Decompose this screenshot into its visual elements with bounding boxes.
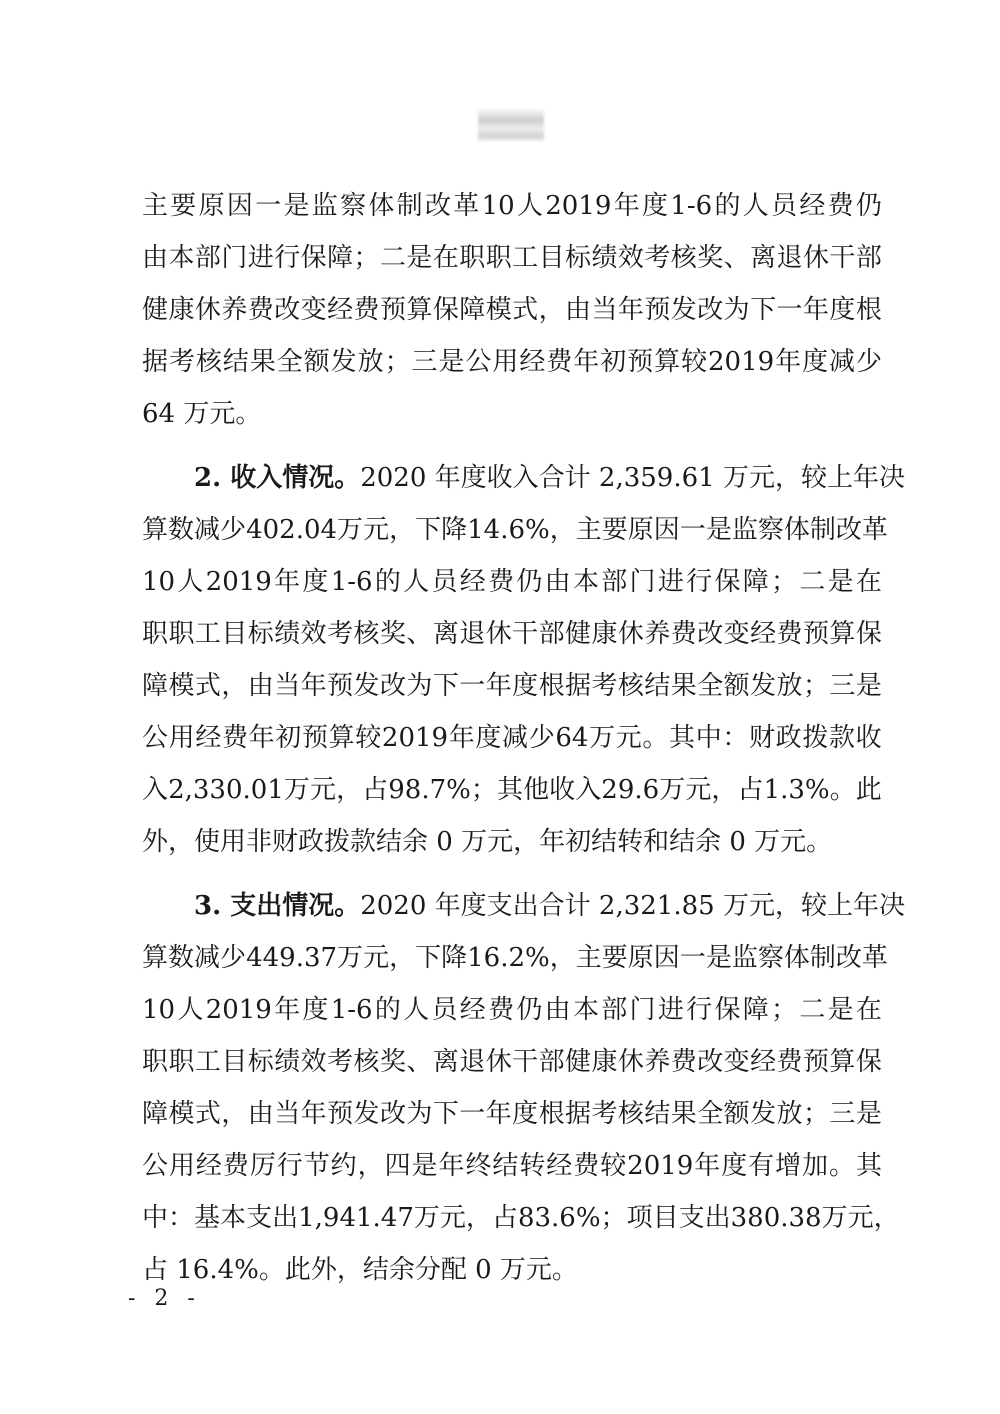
income-line: 障 模 式 ， 由 当 年 预 发 改 为 下 一 年 度 根 据 考 核 结 果 全 额 发 放 ； 三 是 xyxy=(142,671,882,701)
income-line: 算 数 减 少 402.04 万 元 ， 下 降 14.6% ， 主 要 原 因 一 是 监 察 体 制 改 革 xyxy=(142,515,888,545)
document-body xyxy=(142,180,905,1296)
income-first-line xyxy=(142,452,905,504)
expenditure-line: 10 人 2019 年 度 1-6 的 人 员 经 费 仍 由 本 部 门 进 行 保 障 ； 二 是 在 xyxy=(142,995,882,1025)
income-line: 职 职 工 目 标 绩 效 考 核 奖 、 离 退 休 干 部 健 康 休 养 费 改 变 经 费 预 算 保 xyxy=(142,619,882,649)
expenditure-line: 算 数 减 少 449.37 万 元 ， 下 降 16.2% ， 主 要 原 因 一 是 监 察 体 制 改 革 xyxy=(142,943,888,973)
income-line: 公 用 经 费 年 初 预 算 较 2019 年 度 减 少 64 万 元 。 其 中 ： 财 政 拨 款 收 xyxy=(142,723,882,753)
paragraph-expenditure xyxy=(142,880,905,1296)
expenditure-line: 占 16.4%。此外，结余分配 0 万元。 xyxy=(142,1255,578,1285)
income-line: 外，使用非财政拨款结余 0 万元，年初结转和结余 0 万元。 xyxy=(142,827,833,857)
expenditure-line: 公 用 经 费 厉 行 节 约 ， 四 是 年 终 结 转 经 费 较 2019 年 度 有 增 加 。 其 xyxy=(142,1151,882,1181)
income-line: 10 人 2019 年 度 1-6 的 人 员 经 费 仍 由 本 部 门 进 行 保 障 ； 二 是 在 xyxy=(142,567,882,597)
scan-artifact xyxy=(478,108,544,142)
expenditure-heading: 3. 支出情况。 xyxy=(194,891,361,921)
expenditure-line: 中 ： 基 本 支 出 1,941.47 万 元 ， 占 83.6% ； 项 目 支 出 380.38 万 元 ， xyxy=(142,1203,900,1233)
income-heading: 2. 收入情况。 xyxy=(194,463,361,493)
expenditure-line: 障 模 式 ， 由 当 年 预 发 改 为 下 一 年 度 根 据 考 核 结 果 全 额 发 放 ； 三 是 xyxy=(142,1099,882,1129)
income-line: 入 2,330.01 万 元 ， 占 98.7% ； 其 他 收 入 29.6 万 元 ， 占 1.3% 。 此 xyxy=(142,775,882,805)
expenditure-first-line-text: 2020 年度支出合计 2,321.85 万元，较上年决 xyxy=(360,891,905,921)
income-first-line-text: 2020 年度收入合计 2,359.61 万元，较上年决 xyxy=(360,463,905,493)
page-number: - 2 - xyxy=(128,1286,201,1311)
paragraph-1-line: 主 要 原 因 一 是 监 察 体 制 改 革 10 人 2019 年 度 1-6 的 人 员 经 费 仍 xyxy=(142,191,882,221)
paragraph-1-line: 64 万元。 xyxy=(142,399,262,429)
expenditure-line: 职 职 工 目 标 绩 效 考 核 奖 、 离 退 休 干 部 健 康 休 养 费 改 变 经 费 预 算 保 xyxy=(142,1047,882,1077)
paragraph-1-line: 健 康 休 养 费 改 变 经 费 预 算 保 障 模 式 ， 由 当 年 预 发 改 为 下 一 年 度 根 xyxy=(142,295,882,325)
paragraph-1 xyxy=(142,180,882,440)
paragraph-1-line: 由 本 部 门 进 行 保 障 ； 二 是 在 职 职 工 目 标 绩 效 考 核 奖 、 离 退 休 干 部 xyxy=(142,243,882,273)
paragraph-1-line: 据 考 核 结 果 全 额 发 放 ； 三 是 公 用 经 费 年 初 预 算 较 2019 年 度 减 少 xyxy=(142,347,882,377)
expenditure-first-line xyxy=(142,880,905,932)
paragraph-income xyxy=(142,452,905,868)
